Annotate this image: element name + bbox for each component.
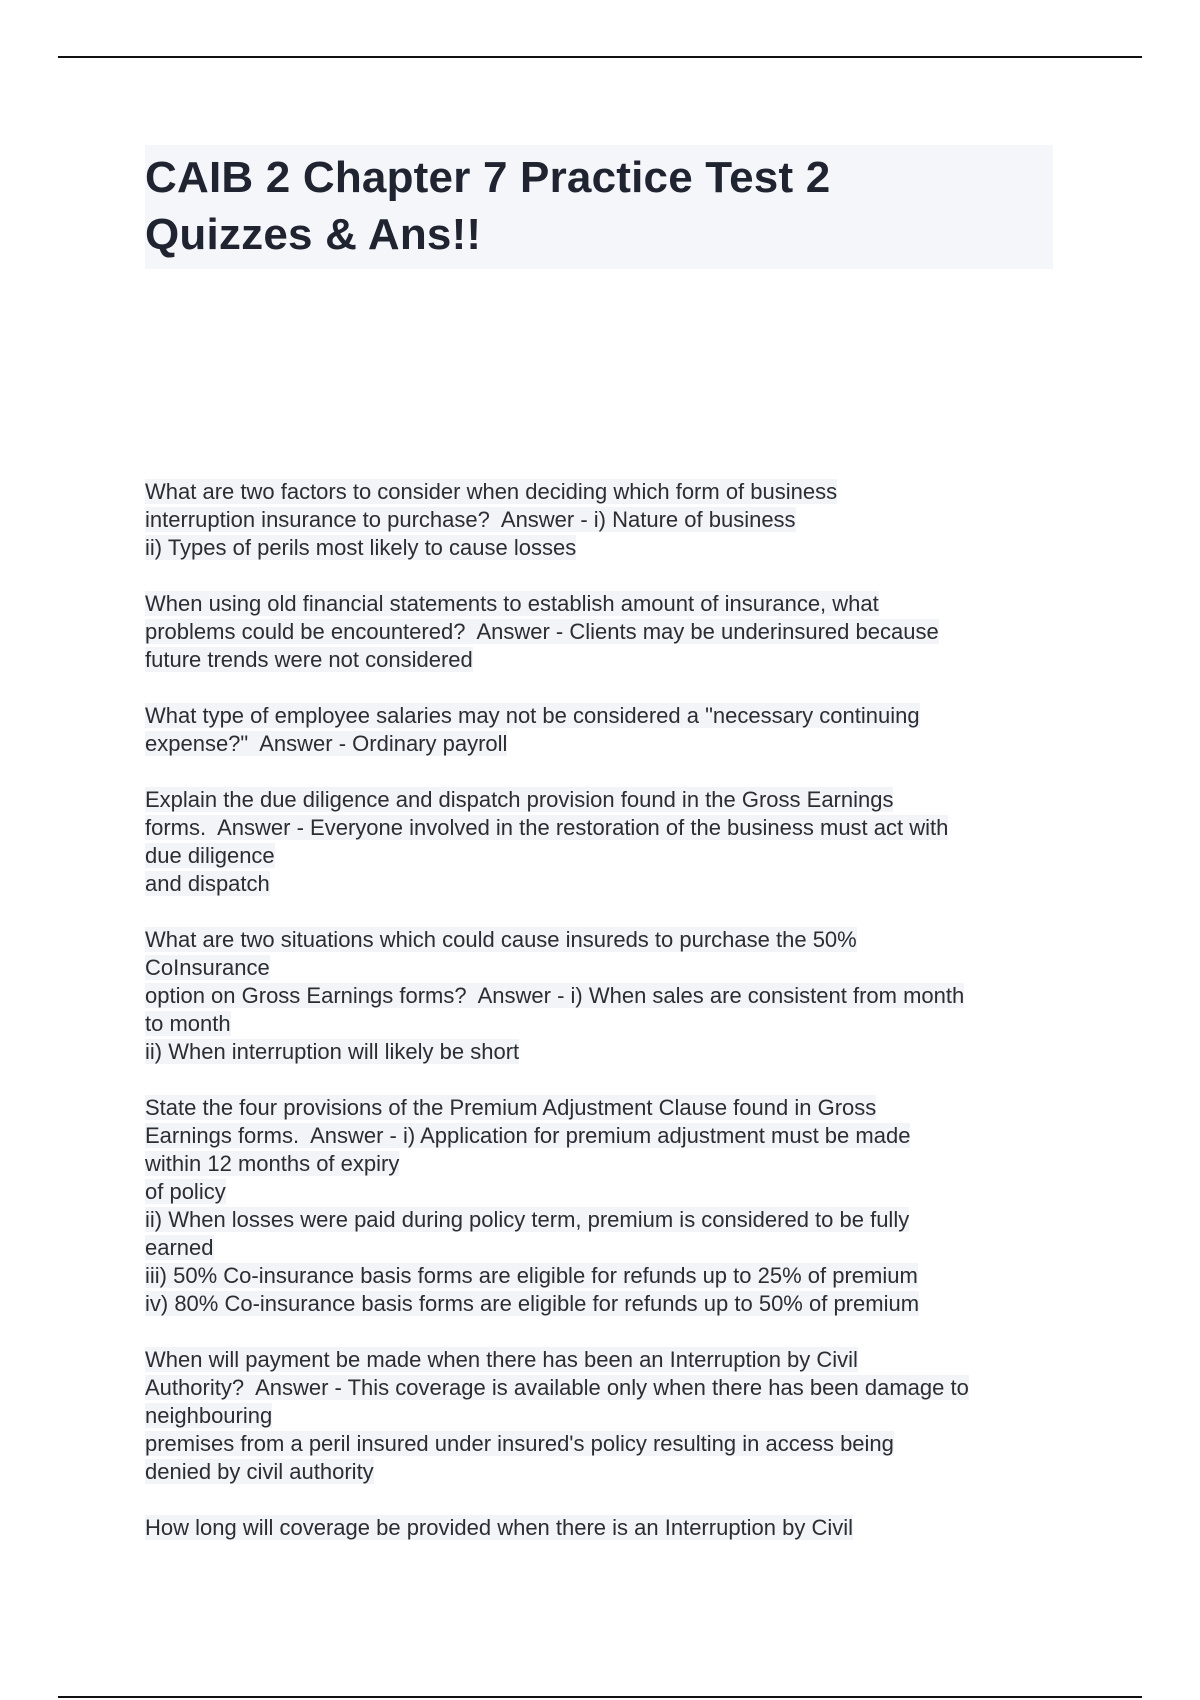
qa-line: due diligence (145, 843, 275, 868)
qa-item (145, 590, 1075, 674)
document-title (145, 149, 1053, 263)
qa-line: Earnings forms. Answer - i) Application for premium adjustment must be made (145, 1123, 911, 1148)
qa-item (145, 1094, 1075, 1318)
qa-line: option on Gross Earnings forms? Answer - i) When sales are consistent from month (145, 983, 965, 1008)
qa-line: Explain the due diligence and dispatch provision found in the Gross Earnings (145, 787, 894, 812)
title-line: CAIB 2 Chapter 7 Practice Test 2 (145, 153, 831, 202)
qa-list (145, 478, 1075, 1570)
qa-line: within 12 months of expiry (145, 1151, 400, 1176)
qa-line: When will payment be made when there has been an Interruption by Civil (145, 1347, 858, 1372)
qa-line: future trends were not considered (145, 647, 473, 672)
qa-line: ii) Types of perils most likely to cause losses (145, 535, 577, 560)
qa-item (145, 926, 1075, 1066)
qa-line: denied by civil authority (145, 1459, 374, 1484)
qa-line: to month (145, 1011, 231, 1036)
title-line: Quizzes & Ans!! (145, 210, 482, 259)
qa-line: interruption insurance to purchase? Answer - i) Nature of business (145, 507, 796, 532)
qa-line: When using old financial statements to establish amount of insurance, what (145, 591, 879, 616)
qa-line: expense?" Answer - Ordinary payroll (145, 731, 508, 756)
qa-line: What type of employee salaries may not be considered a "necessary continuing (145, 703, 920, 728)
qa-line: premises from a peril insured under insured's policy resulting in access being (145, 1431, 894, 1456)
bottom-rule (58, 1696, 1142, 1698)
qa-line: ii) When losses were paid during policy term, premium is considered to be fully (145, 1207, 910, 1232)
document-title-block (145, 145, 1053, 269)
qa-line: How long will coverage be provided when there is an Interruption by Civil (145, 1515, 854, 1540)
qa-line: problems could be encountered? Answer - Clients may be underinsured because (145, 619, 939, 644)
qa-line: What are two factors to consider when deciding which form of business (145, 479, 838, 504)
qa-line: earned (145, 1235, 214, 1260)
top-rule (58, 56, 1142, 58)
qa-item (145, 478, 1075, 562)
qa-line: CoInsurance (145, 955, 270, 980)
qa-line: of policy (145, 1179, 226, 1204)
qa-line: ii) When interruption will likely be short (145, 1039, 520, 1064)
qa-item (145, 1346, 1075, 1486)
qa-item (145, 702, 1075, 758)
qa-line: Authority? Answer - This coverage is available only when there has been damage to (145, 1375, 969, 1400)
qa-line: iv) 80% Co-insurance basis forms are eligible for refunds up to 50% of premium (145, 1291, 920, 1316)
qa-line: iii) 50% Co-insurance basis forms are eligible for refunds up to 25% of premium (145, 1263, 918, 1288)
qa-line: forms. Answer - Everyone involved in the restoration of the business must act with (145, 815, 949, 840)
qa-item (145, 786, 1075, 898)
qa-line: State the four provisions of the Premium Adjustment Clause found in Gross (145, 1095, 877, 1120)
qa-line: and dispatch (145, 871, 270, 896)
qa-line: neighbouring (145, 1403, 273, 1428)
qa-line: What are two situations which could cause insureds to purchase the 50% (145, 927, 857, 952)
qa-item (145, 1514, 1075, 1542)
